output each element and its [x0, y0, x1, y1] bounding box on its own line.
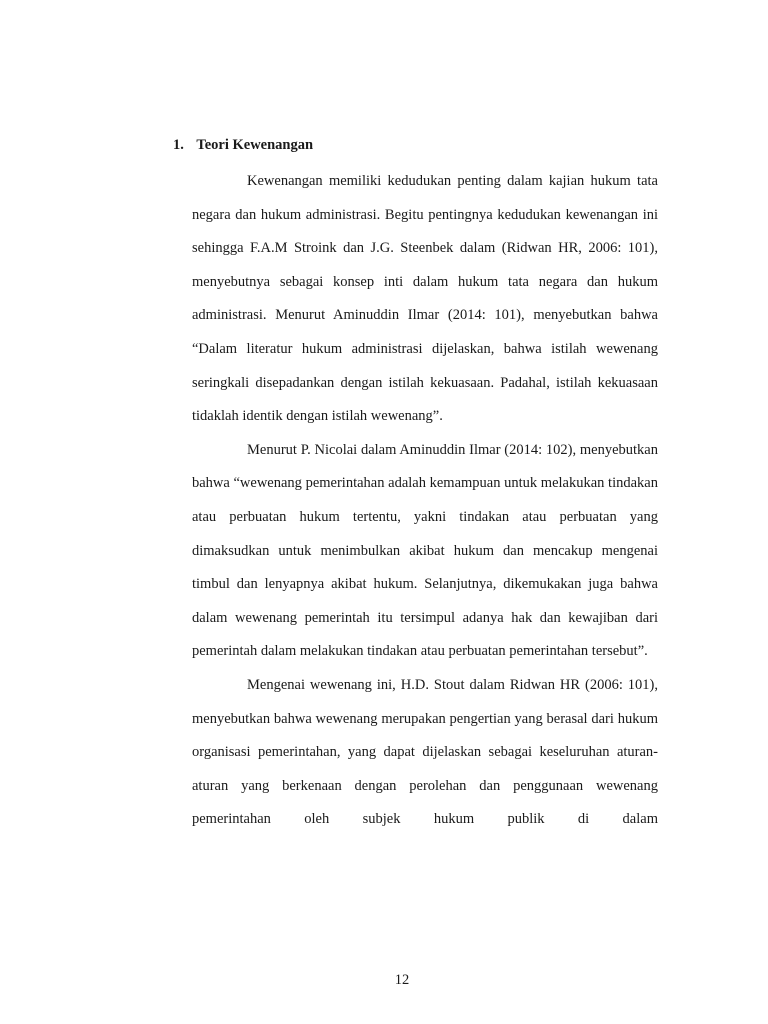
section-title: Teori Kewenangan	[196, 137, 314, 153]
page-number: 12	[394, 972, 410, 988]
section-heading	[173, 137, 313, 154]
body-text	[192, 165, 658, 837]
paragraph-3: Mengenai wewenang ini, H.D. Stout dalam Ridwan HR (2006: 101), menyebutkan bahwa wewenang merupakan pengertian yang berasal dari hukum organisasi pemerintahan, yang dapat dijelaskan sebagai keseluruhan aturan-aturan yang berkenaan dengan perolehan dan penggunaan wewenang pemerintahan oleh subjek hukum publik di dalam	[192, 676, 658, 828]
paragraph-2: Menurut P. Nicolai dalam Aminuddin Ilmar (2014: 102), menyebutkan bahwa “wewenang pemerintahan adalah kemampuan untuk melakukan tindakan atau perbuatan hukum tertentu, yakni tindakan atau perbuatan yang dimaksudkan untuk menimbulkan akibat hukum dan mencakup mengenai timbul dan lenyapnya akibat hukum. Selanjutnya, dikemukakan juga bahwa dalam wewenang pemerintah itu tersimpul adanya hak dan kewajiban dari pemerintah dalam melakukan tindakan atau perbuatan pemerintahan tersebut”.	[192, 441, 658, 660]
section-number: 1.	[173, 137, 184, 153]
paragraph-1: Kewenangan memiliki kedudukan penting dalam kajian hukum tata negara dan hukum administrasi. Begitu pentingnya kedudukan kewenangan ini sehingga F.A.M Stroink dan J.G. Steenbek dalam (Ridwan HR, 2006: 101), menyebutnya sebagai konsep inti dalam hukum tata negara dan hukum administrasi. Menurut Aminuddin Ilmar (2014: 101), menyebutkan bahwa “Dalam literatur hukum administrasi dijelaskan, bahwa istilah wewenang seringkali disepadankan dengan istilah kekuasaan. Padahal, istilah kekuasaan tidaklah identik dengan istilah wewenang”.	[192, 173, 658, 425]
